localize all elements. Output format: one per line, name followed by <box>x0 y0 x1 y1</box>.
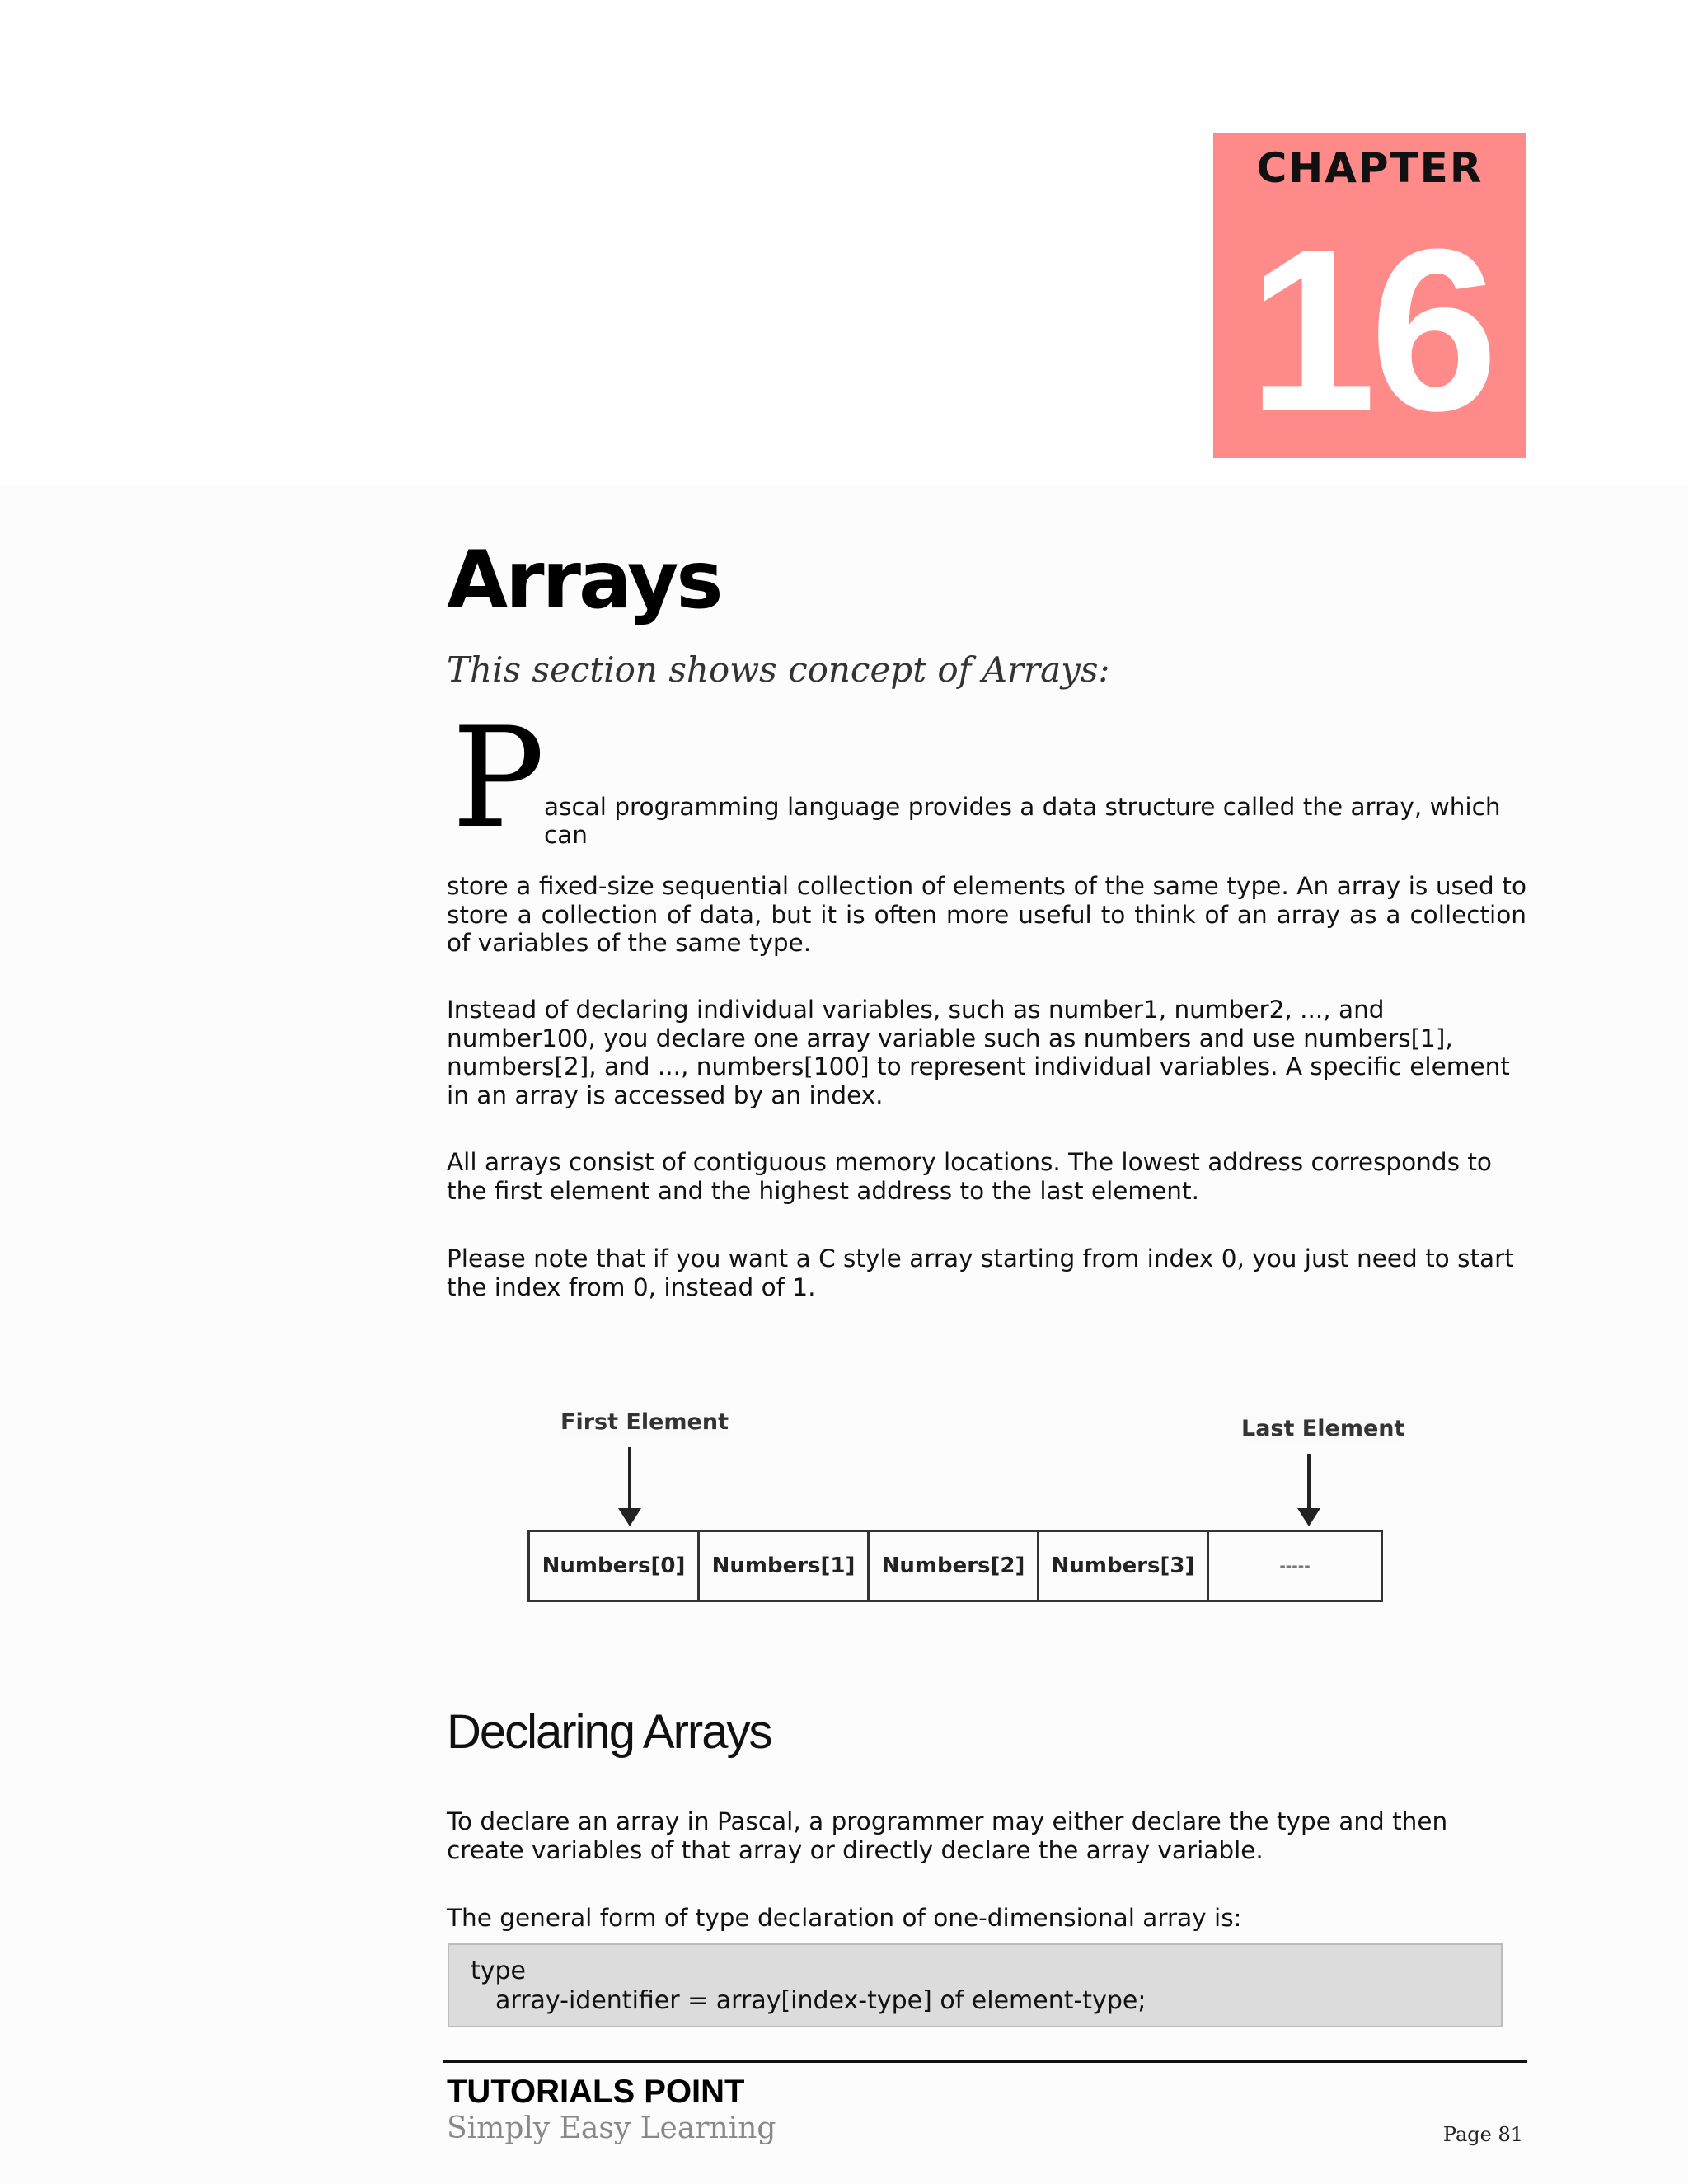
code-line: type <box>471 1957 527 1985</box>
array-cell: Numbers[1] <box>700 1532 870 1600</box>
array-cell: Numbers[3] <box>1039 1532 1209 1600</box>
section-heading: Declaring Arrays <box>447 1705 771 1759</box>
intro-first-line: ascal programming language provides a data structure called the array, which can <box>544 793 1501 849</box>
chapter-number: 16 <box>1248 202 1492 459</box>
array-diagram <box>495 1401 1418 1615</box>
first-element-arrow-head <box>618 1508 641 1526</box>
footer-divider <box>443 2060 1527 2063</box>
page-subtitle: This section shows concept of Arrays: <box>447 649 1110 690</box>
paragraph-individual-variables: Instead of declaring individual variables, such as number1, number2, ..., and number100, you declare one array variable such as numbers and use numbers[1], numbers[2], and ..., numbers[100] to represent individual variables. A specific element in an array is accessed by an index. <box>447 996 1510 1109</box>
intro-paragraph: store a fixed-size sequential collection of elements of the same type. An array is used to store a collection of data, but it is often more useful to think of an array as a collection of variables of the same type. <box>447 872 1526 957</box>
paragraph-contiguous-memory: All arrays consist of contiguous memory locations. The lowest address corresponds to the first element and the highest address to the last element. <box>447 1148 1492 1205</box>
drop-cap: P <box>452 697 546 859</box>
code-line: array-identifier = array[index-type] of element-type; <box>495 1986 1146 2015</box>
code-block <box>448 1943 1503 2027</box>
page-title: Arrays <box>447 534 721 626</box>
page-number: Page 81 <box>1442 2123 1523 2146</box>
chapter-label: CHAPTER <box>1256 144 1484 192</box>
array-cells <box>528 1530 1383 1602</box>
last-element-arrow <box>1307 1454 1311 1511</box>
footer-brand: TUTORIALS POINT <box>447 2074 745 2110</box>
first-element-label: First Element <box>560 1409 729 1435</box>
declaring-paragraph: To declare an array in Pascal, a programmer may either declare the type and then create variables of that array or directly declare the array variable. <box>447 1807 1448 1864</box>
last-element-arrow-head <box>1297 1508 1320 1526</box>
chapter-box <box>1213 133 1526 458</box>
first-element-arrow <box>628 1447 631 1511</box>
last-element-label: Last Element <box>1241 1416 1405 1441</box>
footer-tagline: Simply Easy Learning <box>447 2111 776 2145</box>
array-cell: Numbers[0] <box>530 1532 700 1600</box>
paragraph-c-style: Please note that if you want a C style array starting from index 0, you just need to start the index from 0, instead of 1. <box>447 1244 1514 1301</box>
array-cell-ellipsis: ----- <box>1279 1557 1311 1575</box>
array-cell: Numbers[2] <box>870 1532 1039 1600</box>
general-form-paragraph: The general form of type declaration of one-dimensional array is: <box>447 1904 1242 1932</box>
